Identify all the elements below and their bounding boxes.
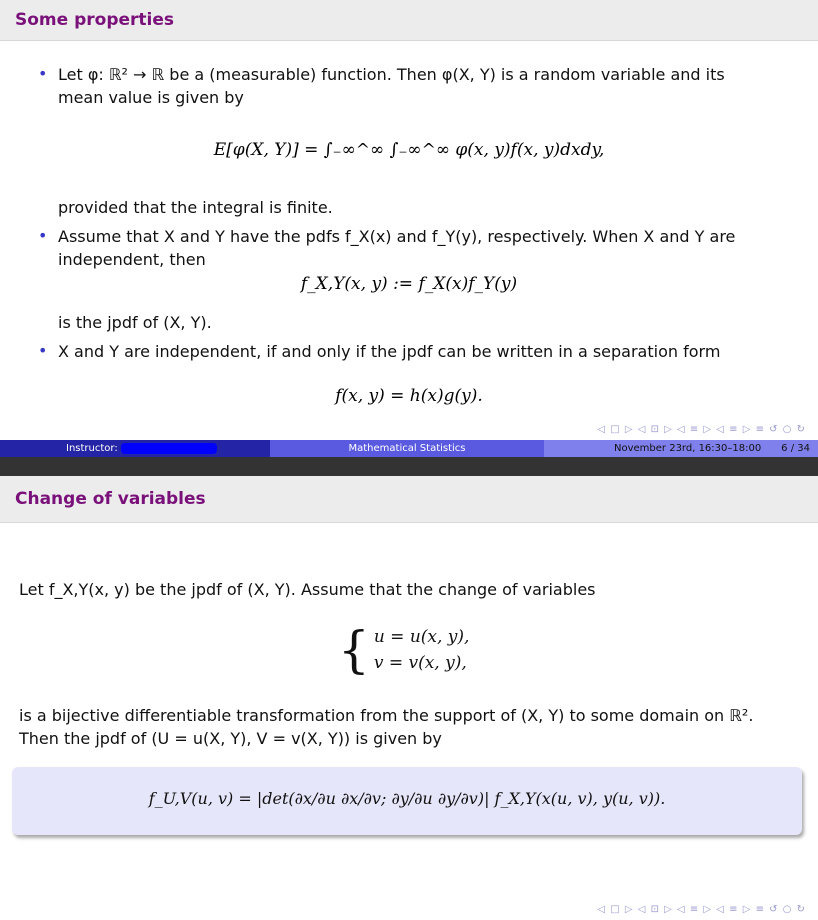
theorem-block xyxy=(12,767,802,835)
system-lines xyxy=(374,624,470,676)
slide-separator xyxy=(0,457,818,476)
bullet-1-text xyxy=(58,63,788,109)
beamer-navigation-icons[interactable]: ◁ □ ▷ ◁ ⊡ ▷ ◁ ≡ ▷ ◁ ≡ ▷ ≡ ↺ ○ ↻ xyxy=(597,904,806,915)
jacobian-equation: f_U,V(u, v) = |det(∂x/∂u ∂x/∂v; ∂y/∂u ∂y/∂v)| f_X,Y(x(u, v), y(u, v)). xyxy=(148,789,666,808)
bullet-3-text: X and Y are independent, if and only if the jpdf can be written in a separation form xyxy=(58,342,721,361)
variable-system xyxy=(338,618,469,682)
footer-instructor xyxy=(0,440,270,457)
transformation-text xyxy=(19,704,809,750)
frame-title-bar xyxy=(0,0,818,41)
jpdf-statement: is the jpdf of (X, Y). xyxy=(58,313,212,332)
redacted-name xyxy=(121,443,217,454)
footer-date: November 23rd, 16:30–18:00 xyxy=(614,443,762,454)
bullet-1-line-1: Let φ: ℝ² → ℝ be a (measurable) function. Then φ(X, Y) is a random variable and its xyxy=(58,65,725,84)
bullet-1: • xyxy=(38,64,48,83)
bullet-1-line-2: mean value is given by xyxy=(58,88,244,107)
frame-title: Change of variables xyxy=(15,489,206,509)
bullet-2-line-2: independent, then xyxy=(58,250,206,269)
footer-course: Mathematical Statistics xyxy=(270,440,544,457)
transformation-line-2: Then the jpdf of (U = u(X, Y), V = v(X, Y)) is given by xyxy=(19,729,442,748)
slide-some-properties xyxy=(0,0,818,440)
equation-expectation: E[φ(X, Y)] = ∫₋∞^∞ ∫₋∞^∞ φ(x, y)f(x, y)dxdy, xyxy=(213,140,605,160)
frame-title-bar xyxy=(0,476,818,523)
footer-page: 6 / 34 xyxy=(781,443,810,454)
bullet-2-text xyxy=(58,225,788,271)
slide-change-of-variables xyxy=(0,476,818,920)
system-line-v: v = v(x, y), xyxy=(373,653,467,673)
integral-condition: provided that the integral is finite. xyxy=(58,198,333,217)
bullet-3: • xyxy=(38,341,48,360)
bullet-2-line-1: Assume that X and Y have the pdfs f_X(x) and f_Y(y), respectively. When X and Y are xyxy=(58,227,736,246)
left-brace: { xyxy=(338,621,370,679)
equation-separation: f(x, y) = h(x)g(y). xyxy=(335,386,483,406)
equation-joint-pdf: f_X,Y(x, y) := f_X(x)f_Y(y) xyxy=(300,274,518,294)
beamer-navigation-icons[interactable]: ◁ □ ▷ ◁ ⊡ ▷ ◁ ≡ ▷ ◁ ≡ ▷ ≡ ↺ ○ ↻ xyxy=(597,424,806,435)
intro-text: Let f_X,Y(x, y) be the jpdf of (X, Y). Assume that the change of variables xyxy=(19,580,596,599)
system-line-u: u = u(x, y), xyxy=(373,627,470,647)
slide-footer xyxy=(0,440,818,457)
frame-title: Some properties xyxy=(15,10,175,30)
instructor-label: Instructor: xyxy=(66,443,118,454)
footer-date-page xyxy=(544,440,818,457)
transformation-line-1: is a bijective differentiable transformation from the support of (X, Y) to some domain on ℝ². xyxy=(19,706,754,725)
bullet-2: • xyxy=(38,226,48,245)
